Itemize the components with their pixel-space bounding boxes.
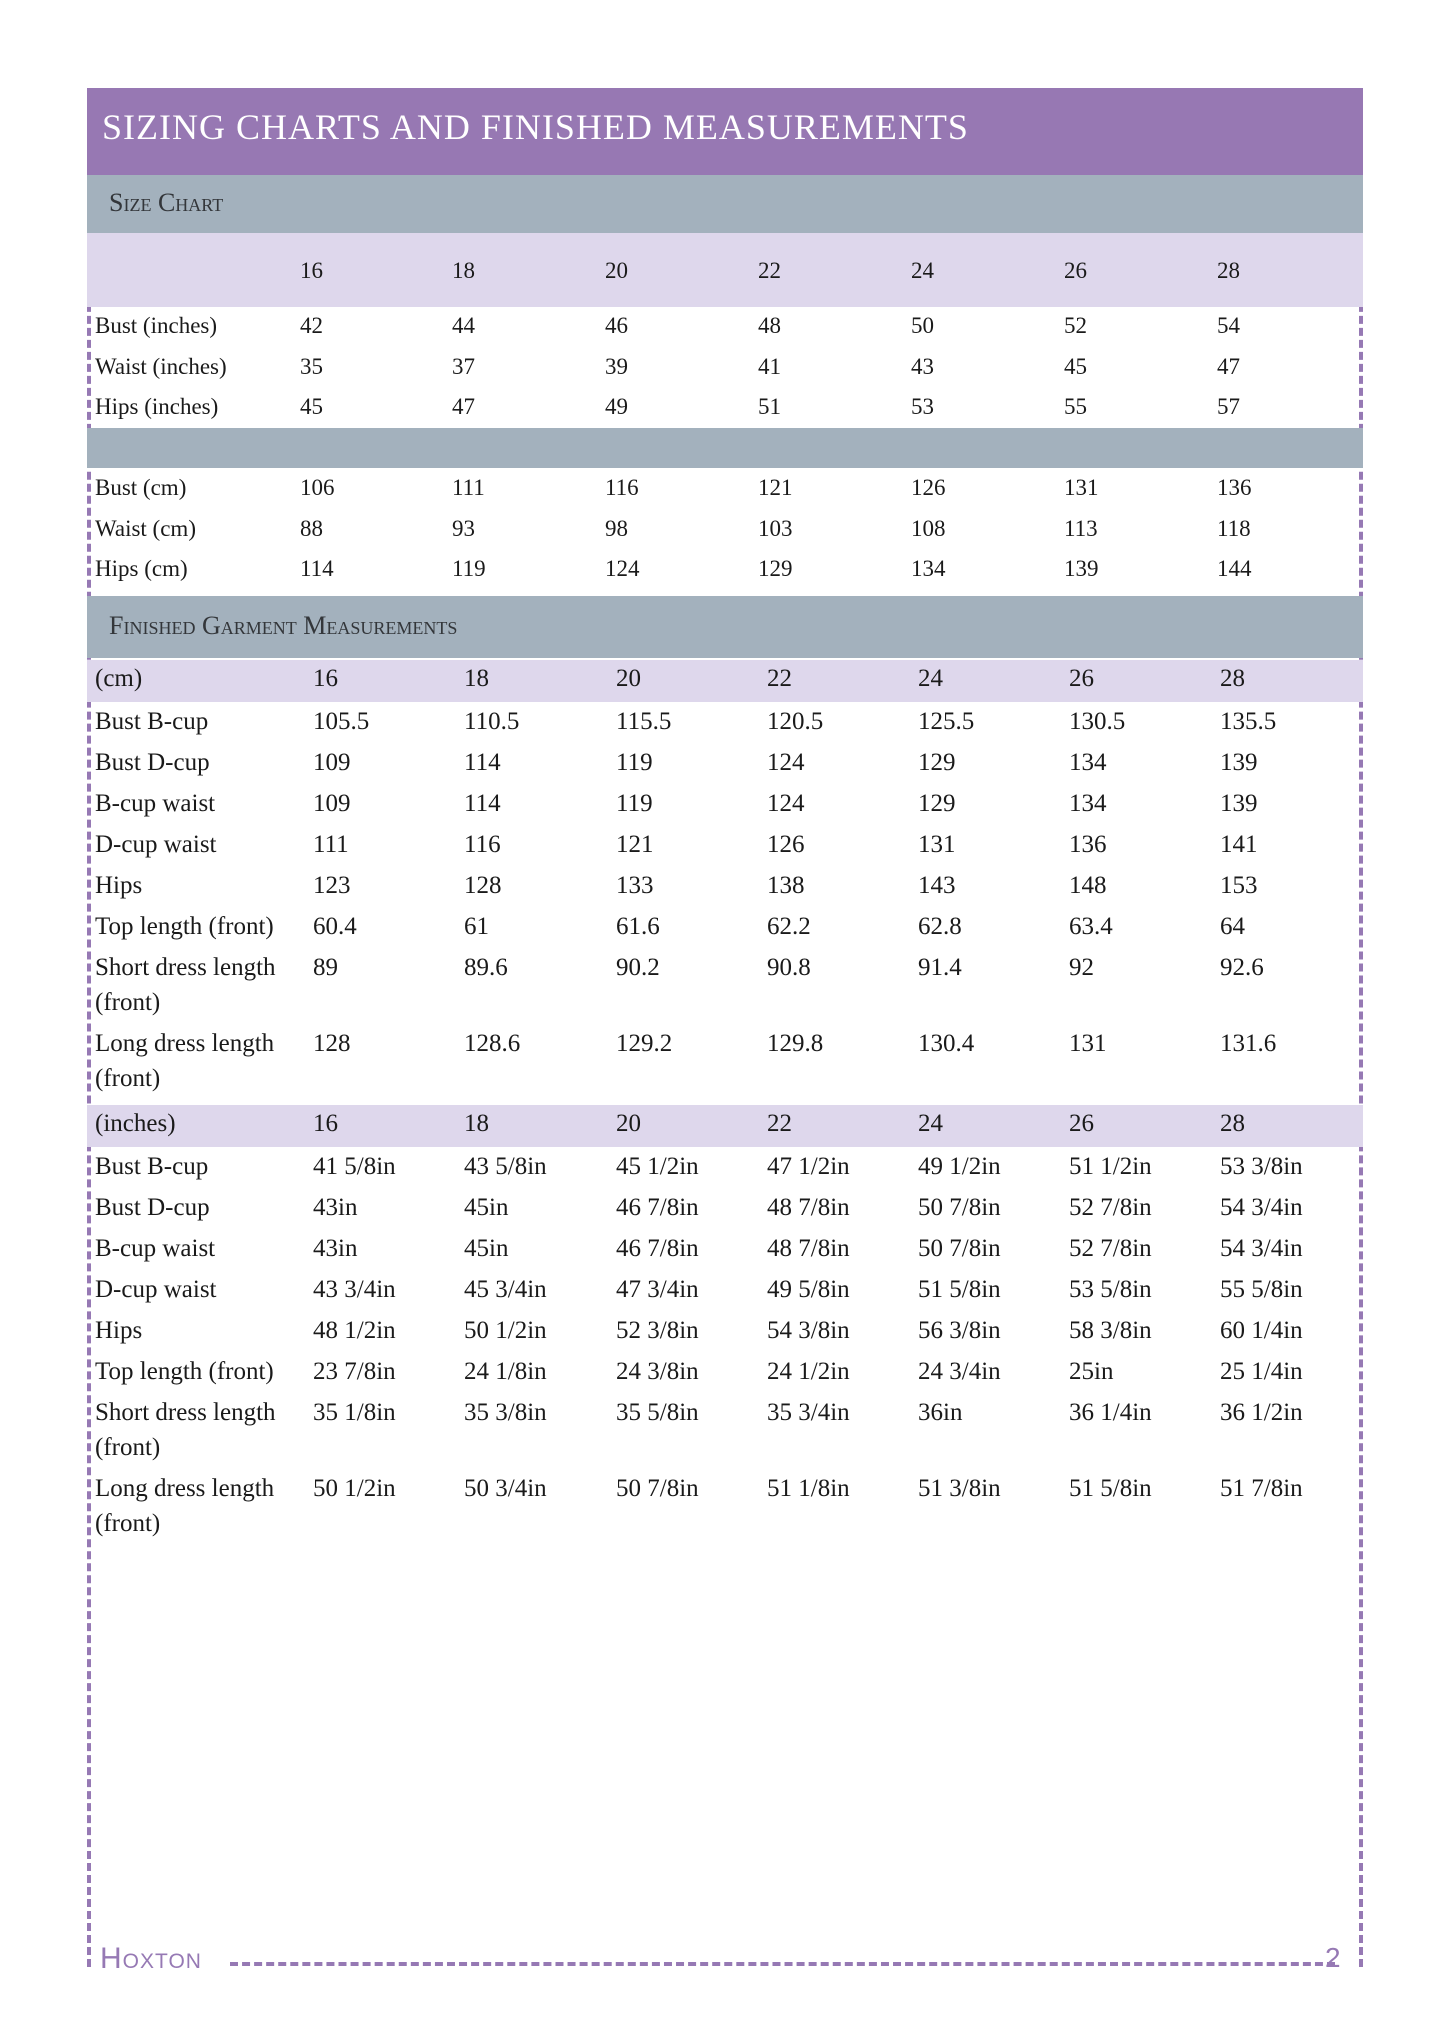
table-cell: 119 <box>616 790 653 817</box>
row-label: B-cup waist <box>95 790 216 817</box>
table-cell: 58 3/8in <box>1069 1317 1152 1344</box>
table-cell: 143 <box>918 872 956 899</box>
table-cell: 45 <box>1064 354 1087 379</box>
table-cell: 53 3/8in <box>1220 1153 1303 1180</box>
table-cell: 120.5 <box>767 708 824 735</box>
table-cell: 52 7/8in <box>1069 1194 1152 1221</box>
table-cell: 50 1/2in <box>464 1317 547 1344</box>
table-cell: 126 <box>767 831 805 858</box>
table-cell: 130.4 <box>918 1030 975 1057</box>
size-header: 20 <box>616 1110 641 1137</box>
table-cell: 47 1/2in <box>767 1153 850 1180</box>
unit-header: (cm) <box>95 665 143 692</box>
table-cell: 64 <box>1220 913 1245 940</box>
row-label: Bust D-cup <box>95 1194 210 1221</box>
table-cell: 41 5/8in <box>313 1153 396 1180</box>
row-label: (front) <box>95 989 161 1016</box>
table-cell: 128 <box>464 872 502 899</box>
table-cell: 60.4 <box>313 913 357 940</box>
table-cell: 136 <box>1069 831 1107 858</box>
table-cell: 108 <box>911 516 946 541</box>
table-cell: 43 <box>911 354 934 379</box>
table-cell: 42 <box>300 313 323 338</box>
size-chart-sizes-row <box>87 233 1363 307</box>
brand-name: Hoxton <box>100 1942 202 1975</box>
table-cell: 125.5 <box>918 708 975 735</box>
table-cell: 153 <box>1220 872 1258 899</box>
table-cell: 51 3/8in <box>918 1475 1001 1502</box>
size-header: 20 <box>605 258 628 283</box>
finished-header <box>87 596 1363 658</box>
table-cell: 91.4 <box>918 954 962 981</box>
table-cell: 115.5 <box>616 708 672 735</box>
table-cell: 46 <box>605 313 628 338</box>
table-cell: 36in <box>918 1399 963 1426</box>
size-header: 16 <box>313 1110 338 1137</box>
table-cell: 109 <box>313 790 351 817</box>
table-cell: 35 3/4in <box>767 1399 850 1426</box>
table-cell: 133 <box>616 872 654 899</box>
table-cell: 45in <box>464 1194 509 1221</box>
table-cell: 35 3/8in <box>464 1399 547 1426</box>
row-label: D-cup waist <box>95 1276 217 1303</box>
table-cell: 90.8 <box>767 954 811 981</box>
table-cell: 139 <box>1220 790 1258 817</box>
table-cell: 124 <box>605 556 640 581</box>
row-label: Short dress length <box>95 954 276 981</box>
table-cell: 128.6 <box>464 1030 521 1057</box>
size-header: 16 <box>313 665 338 692</box>
row-label: Bust (inches) <box>95 313 218 338</box>
table-cell: 48 7/8in <box>767 1235 850 1262</box>
row-label: Hips <box>95 872 143 899</box>
table-cell: 24 3/8in <box>616 1358 699 1385</box>
footer-divider <box>230 1962 1335 1966</box>
table-cell: 124 <box>767 749 805 776</box>
table-cell: 50 1/2in <box>313 1475 396 1502</box>
page-frame <box>87 88 1363 1967</box>
row-label: Short dress length <box>95 1399 276 1426</box>
table-cell: 44 <box>452 313 475 338</box>
table-cell: 46 7/8in <box>616 1235 699 1262</box>
row-label: Bust D-cup <box>95 749 210 776</box>
table-cell: 111 <box>452 475 485 500</box>
row-label: Long dress length <box>95 1475 275 1502</box>
table-cell: 53 <box>911 394 934 419</box>
table-cell: 148 <box>1069 872 1107 899</box>
table-cell: 118 <box>1217 516 1251 541</box>
table-cell: 45in <box>464 1235 509 1262</box>
page-title: SIZING CHARTS AND FINISHED MEASUREMENTS <box>102 107 969 147</box>
row-label: Hips <box>95 1317 143 1344</box>
table-cell: 51 1/8in <box>767 1475 850 1502</box>
table-cell: 106 <box>300 475 335 500</box>
size-header: 26 <box>1069 665 1094 692</box>
table-cell: 51 7/8in <box>1220 1475 1303 1502</box>
size-chart-divider <box>87 428 1363 468</box>
table-cell: 43 5/8in <box>464 1153 547 1180</box>
table-cell: 50 3/4in <box>464 1475 547 1502</box>
table-cell: 23 7/8in <box>313 1358 396 1385</box>
table-cell: 114 <box>464 749 501 776</box>
size-header: 26 <box>1069 1110 1094 1137</box>
table-cell: 24 3/4in <box>918 1358 1001 1385</box>
table-cell: 61.6 <box>616 913 660 940</box>
table-cell: 89 <box>313 954 338 981</box>
table-cell: 121 <box>758 475 793 500</box>
table-cell: 93 <box>452 516 475 541</box>
table-cell: 116 <box>605 475 639 500</box>
finished-heading: Finished Garment Measurements <box>109 611 458 640</box>
table-cell: 139 <box>1220 749 1258 776</box>
table-cell: 116 <box>464 831 501 858</box>
row-label: Bust B-cup <box>95 1153 209 1180</box>
table-cell: 134 <box>911 556 946 581</box>
size-header: 18 <box>464 1110 489 1137</box>
table-cell: 50 7/8in <box>616 1475 699 1502</box>
table-cell: 131 <box>918 831 956 858</box>
size-header: 24 <box>918 1110 943 1137</box>
table-cell: 105.5 <box>313 708 370 735</box>
table-cell: 89.6 <box>464 954 508 981</box>
size-header: 22 <box>767 1110 792 1137</box>
size-chart-header <box>87 175 1363 233</box>
row-label: Top length (front) <box>95 913 274 940</box>
row-label: Top length (front) <box>95 1358 274 1385</box>
table-cell: 129 <box>918 749 956 776</box>
table-cell: 41 <box>758 354 781 379</box>
table-cell: 88 <box>300 516 323 541</box>
row-label: Waist (cm) <box>95 516 196 541</box>
row-label: Hips (inches) <box>95 394 219 419</box>
table-cell: 49 5/8in <box>767 1276 850 1303</box>
row-label: Bust (cm) <box>95 475 187 500</box>
table-cell: 49 <box>605 394 628 419</box>
table-cell: 111 <box>313 831 349 858</box>
table-cell: 43in <box>313 1235 358 1262</box>
table-cell: 119 <box>616 749 653 776</box>
row-label: Waist (inches) <box>95 354 227 379</box>
table-cell: 61 <box>464 913 489 940</box>
table-cell: 51 <box>758 394 781 419</box>
table-cell: 129.2 <box>616 1030 673 1057</box>
table-cell: 51 5/8in <box>918 1276 1001 1303</box>
table-cell: 144 <box>1217 556 1252 581</box>
table-cell: 43 3/4in <box>313 1276 396 1303</box>
row-label: Hips (cm) <box>95 556 188 581</box>
table-cell: 130.5 <box>1069 708 1126 735</box>
finished-cm-header-row <box>87 660 1363 702</box>
size-header: 24 <box>911 258 934 283</box>
table-cell: 48 1/2in <box>313 1317 396 1344</box>
table-cell: 52 7/8in <box>1069 1235 1152 1262</box>
table-cell: 35 1/8in <box>313 1399 396 1426</box>
table-cell: 25in <box>1069 1358 1114 1385</box>
title-bar <box>87 88 1363 175</box>
table-cell: 54 3/4in <box>1220 1194 1303 1221</box>
size-header: 20 <box>616 665 641 692</box>
size-header: 24 <box>918 665 943 692</box>
table-cell: 45 1/2in <box>616 1153 699 1180</box>
table-cell: 50 <box>911 313 934 338</box>
table-cell: 55 <box>1064 394 1087 419</box>
table-cell: 135.5 <box>1220 708 1277 735</box>
table-cell: 62.8 <box>918 913 962 940</box>
table-cell: 141 <box>1220 831 1258 858</box>
table-cell: 129.8 <box>767 1030 824 1057</box>
size-header: 28 <box>1220 665 1245 692</box>
size-header: 22 <box>767 665 792 692</box>
table-cell: 24 1/8in <box>464 1358 547 1385</box>
table-cell: 129 <box>758 556 793 581</box>
table-cell: 128 <box>313 1030 351 1057</box>
table-cell: 50 7/8in <box>918 1235 1001 1262</box>
table-cell: 39 <box>605 354 628 379</box>
table-cell: 63.4 <box>1069 913 1113 940</box>
table-cell: 114 <box>464 790 501 817</box>
row-label: B-cup waist <box>95 1235 216 1262</box>
table-cell: 48 <box>758 313 781 338</box>
row-label: (front) <box>95 1510 161 1537</box>
table-cell: 45 <box>300 394 323 419</box>
size-header: 16 <box>300 258 323 283</box>
table-cell: 45 3/4in <box>464 1276 547 1303</box>
row-label: (front) <box>95 1434 161 1461</box>
table-cell: 134 <box>1069 790 1107 817</box>
unit-header: (inches) <box>95 1110 176 1137</box>
table-cell: 36 1/4in <box>1069 1399 1152 1426</box>
page-number: 2 <box>1325 1942 1341 1973</box>
size-chart-heading: Size Chart <box>109 188 224 217</box>
table-cell: 25 1/4in <box>1220 1358 1303 1385</box>
table-cell: 51 5/8in <box>1069 1475 1152 1502</box>
table-cell: 126 <box>911 475 946 500</box>
table-cell: 60 1/4in <box>1220 1317 1303 1344</box>
table-cell: 51 1/2in <box>1069 1153 1152 1180</box>
size-header: 18 <box>464 665 489 692</box>
table-cell: 110.5 <box>464 708 520 735</box>
row-label: D-cup waist <box>95 831 217 858</box>
size-header: 28 <box>1220 1110 1245 1137</box>
table-cell: 121 <box>616 831 654 858</box>
table-cell: 36 1/2in <box>1220 1399 1303 1426</box>
table-cell: 50 7/8in <box>918 1194 1001 1221</box>
row-label: Long dress length <box>95 1030 275 1057</box>
table-cell: 54 3/8in <box>767 1317 850 1344</box>
table-cell: 124 <box>767 790 805 817</box>
table-cell: 24 1/2in <box>767 1358 850 1385</box>
table-cell: 47 3/4in <box>616 1276 699 1303</box>
table-cell: 48 7/8in <box>767 1194 850 1221</box>
table-cell: 47 <box>452 394 475 419</box>
table-cell: 56 3/8in <box>918 1317 1001 1344</box>
table-cell: 113 <box>1064 516 1098 541</box>
size-header: 26 <box>1064 258 1087 283</box>
table-cell: 103 <box>758 516 793 541</box>
table-cell: 49 1/2in <box>918 1153 1001 1180</box>
table-cell: 47 <box>1217 354 1240 379</box>
table-cell: 46 7/8in <box>616 1194 699 1221</box>
table-cell: 131.6 <box>1220 1030 1277 1057</box>
table-cell: 138 <box>767 872 805 899</box>
table-cell: 134 <box>1069 749 1107 776</box>
table-cell: 57 <box>1217 394 1240 419</box>
table-cell: 35 <box>300 354 323 379</box>
table-cell: 114 <box>300 556 334 581</box>
table-cell: 52 3/8in <box>616 1317 699 1344</box>
size-header: 28 <box>1217 258 1240 283</box>
table-cell: 62.2 <box>767 913 811 940</box>
table-cell: 139 <box>1064 556 1099 581</box>
table-cell: 52 <box>1064 313 1087 338</box>
table-cell: 54 <box>1217 313 1240 338</box>
table-cell: 131 <box>1064 475 1099 500</box>
table-cell: 131 <box>1069 1030 1107 1057</box>
table-cell: 123 <box>313 872 351 899</box>
finished-inches-header-row <box>87 1105 1363 1147</box>
table-cell: 136 <box>1217 475 1252 500</box>
table-cell: 90.2 <box>616 954 660 981</box>
table-cell: 129 <box>918 790 956 817</box>
size-header: 22 <box>758 258 781 283</box>
table-cell: 43in <box>313 1194 358 1221</box>
row-label: (front) <box>95 1065 161 1092</box>
table-cell: 109 <box>313 749 351 776</box>
table-cell: 54 3/4in <box>1220 1235 1303 1262</box>
table-cell: 53 5/8in <box>1069 1276 1152 1303</box>
table-cell: 92 <box>1069 954 1094 981</box>
table-cell: 37 <box>452 354 475 379</box>
table-cell: 35 5/8in <box>616 1399 699 1426</box>
table-cell: 98 <box>605 516 628 541</box>
table-cell: 92.6 <box>1220 954 1264 981</box>
row-label: Bust B-cup <box>95 708 209 735</box>
table-cell: 55 5/8in <box>1220 1276 1303 1303</box>
size-header: 18 <box>452 258 475 283</box>
table-cell: 119 <box>452 556 486 581</box>
